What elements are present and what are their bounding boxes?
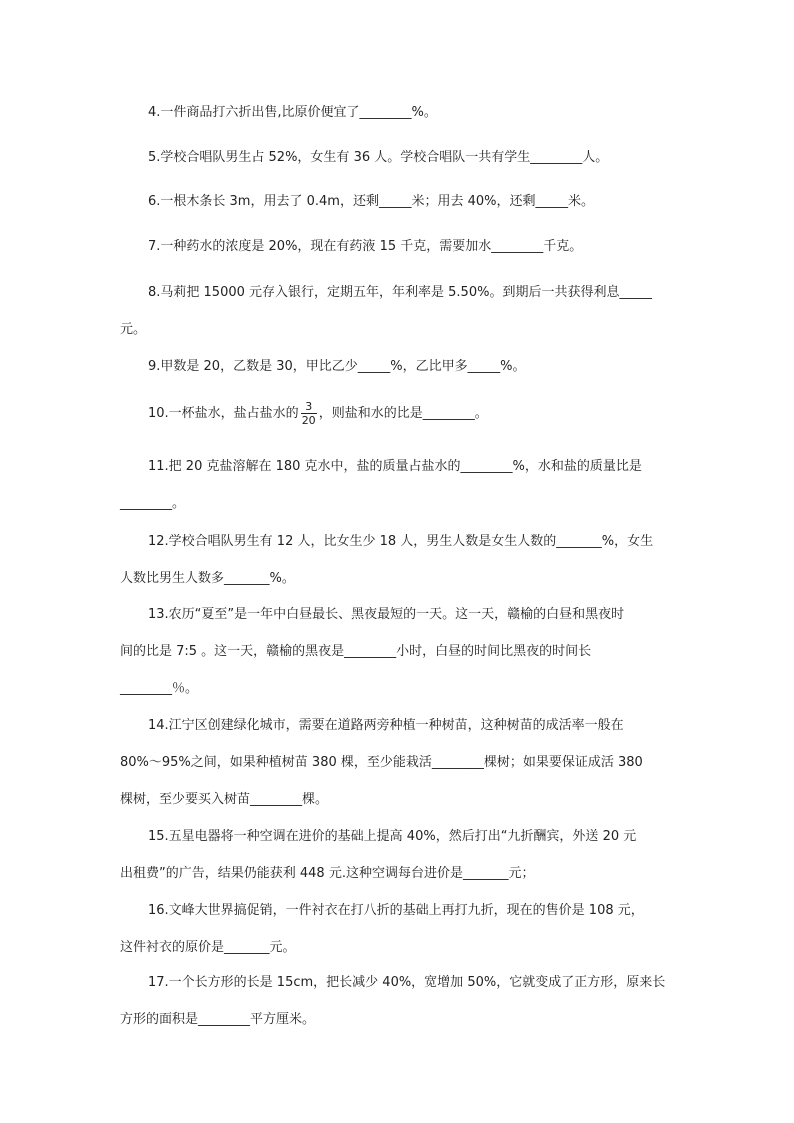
question-line: 15.五星电器将一种空调在进价的基础上提高 40%，然后打出“九折酬宾，外送 20 元 xyxy=(148,829,637,844)
question-line: 棵树，至少要买入树苗________棵。 xyxy=(120,792,329,807)
question-line: ________％。 xyxy=(120,681,199,696)
q17 xyxy=(120,964,680,1038)
question-line: 16.文峰大世界搞促销，一件衬衣在打八折的基础上再打九折，现在的售价是 108 元， xyxy=(148,903,644,918)
fraction xyxy=(301,400,317,427)
question-line: 方形的面积是________平方厘米。 xyxy=(120,1012,316,1027)
question-line: 间的比是 7:5 。这一天，赣榆的黑夜是________小时，白昼的时间比黑夜的时间长 xyxy=(120,644,592,659)
q4 xyxy=(120,94,680,131)
question-line: 人数比男生人数多_______%。 xyxy=(120,571,295,586)
q5 xyxy=(120,139,680,176)
q6 xyxy=(120,183,680,220)
question-line: 出租费”的广告，结果仍能获利 448 元.这种空调每台进价是_______元； xyxy=(120,866,535,881)
q11 xyxy=(120,448,680,522)
question-line: 13.农历“夏至”是一年中白昼最长、黑夜最短的一天。这一天，赣榆的白昼和黑夜时 xyxy=(148,607,625,622)
question-line: ________。 xyxy=(120,496,186,511)
q10-text-before: 10.一杯盐水，盐占盐水的 xyxy=(148,406,299,421)
question-line: 8.马莉把 15000 元存入银行，定期五年，年利率是 5.50%。到期后一共获得利息_____ xyxy=(148,285,652,300)
question-line: 11.把 20 克盐溶解在 180 克水中，盐的质量占盐水的________%，水和盐的质量比是 xyxy=(148,459,642,474)
question-line: 7.一种药水的浓度是 20%，现在有药液 15 千克，需要加水________千克。 xyxy=(148,239,583,254)
q14 xyxy=(120,707,680,818)
question-line: 17.一个长方形的长是 15cm，把长减少 40%，宽增加 50%，它就变成了正方形，原来长 xyxy=(148,975,666,990)
question-line: 12.学校合唱队男生有 12 人，比女生少 18 人，男生人数是女生人数的_______%，女生 xyxy=(148,534,654,549)
question-line xyxy=(120,395,680,432)
question-line: 这件衬衣的原价是_______元。 xyxy=(120,940,296,955)
q9 xyxy=(120,348,680,385)
q10-text-after: ，则盐和水的比是________。 xyxy=(318,406,488,421)
fraction-denominator: 20 xyxy=(301,414,316,427)
q8 xyxy=(120,274,680,348)
question-line: 14.江宁区创建绿化城市，需要在道路两旁种植一种树苗，这种树苗的成活率一般在 xyxy=(148,718,624,733)
question-line: 80%～95%之间，如果种植树苗 380 棵，至少能栽活________棵树；如果要保证成活 380 xyxy=(120,755,643,770)
question-line: 9.甲数是 20，乙数是 30，甲比乙少_____%，乙比甲多_____%。 xyxy=(148,359,526,374)
question-line: 4.一件商品打六折出售,比原价便宜了________%。 xyxy=(148,105,437,120)
q13 xyxy=(120,596,680,707)
question-line: 6.一根木条长 3m，用去了 0.4m，还剩_____米；用去 40%，还剩_____米。 xyxy=(148,194,594,209)
q10 xyxy=(120,395,680,432)
fraction-numerator: 3 xyxy=(305,400,313,413)
question-line: 5.学校合唱队男生占 52%，女生有 36 人。学校合唱队一共有学生________人。 xyxy=(148,150,609,165)
q7 xyxy=(120,228,680,265)
question-line: 元。 xyxy=(120,322,147,337)
q15 xyxy=(120,818,680,892)
q12 xyxy=(120,523,680,597)
q16 xyxy=(120,892,680,966)
